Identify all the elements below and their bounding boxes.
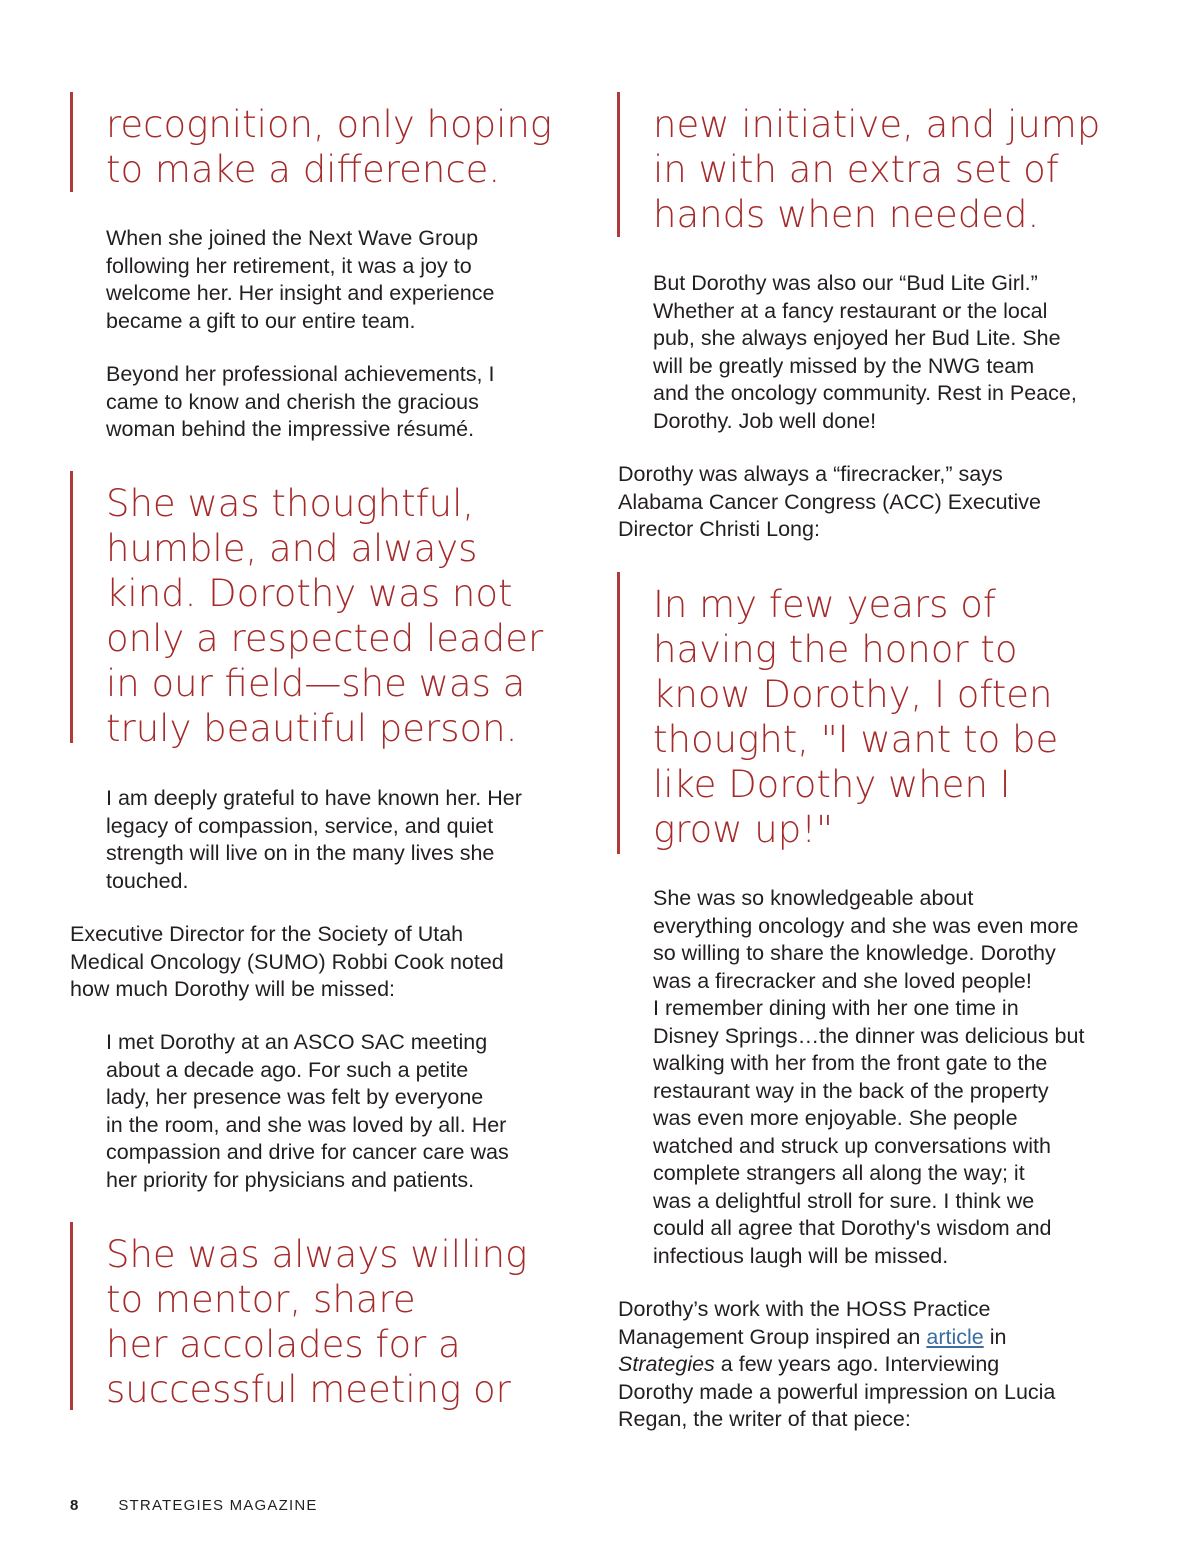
paragraph: Executive Director for the Society of Utah Medical Oncology (SUMO) Robbi Cook noted how much Dorothy will be missed:: [70, 922, 504, 1001]
quote-bar: [617, 92, 620, 237]
quote-bar: [617, 572, 620, 854]
paragraph: She was so knowledgeable about everything oncology and she was even more so willing to share the knowledge. Dorothy was a firecracker and she loved people! I remember dining with her one time in Disney Springs…the dinner was delicious but walking with her from the front gate to the restaurant way in the back of the property was even more enjoyable. She people watched and struck up conversations with complete strangers all along the way; it was a delightful stroll for sure. I think we could all agree that Dorothy's wisdom and infectious laugh will be missed.: [653, 886, 1085, 1268]
publication-name: STRATEGIES MAGAZINE: [118, 1497, 318, 1514]
pull-quote-right-2: [653, 582, 1058, 852]
quote-bar: [70, 1222, 73, 1410]
pull-quote-right-1: [653, 102, 1100, 237]
pull-quote-text: In my few years of having the honor to know Dorothy, I often thought, "I want to be like Dorothy when I grow up!": [653, 583, 1059, 851]
paragraph: [618, 1296, 1055, 1434]
article-link[interactable]: article: [926, 1324, 984, 1349]
paragraph: Dorothy was always a “firecracker,” says Alabama Cancer Congress (ACC) Executive Director Christi Long:: [618, 462, 1041, 541]
pull-quote-text: new initiative, and jump in with an extra set of hands when needed.: [653, 103, 1101, 236]
paragraph-text: a few years ago. Interviewing Dorothy made a powerful impression on Lucia Regan, the writer of that piece:: [618, 1352, 1056, 1431]
pull-quote-left-1: [106, 102, 552, 192]
paragraph: I met Dorothy at an ASCO SAC meeting about a decade ago. For such a petite lady, her presence was felt by everyone in the room, and she was loved by all. Her compassion and drive for cancer care was her priority for physicians and patients.: [106, 1030, 509, 1192]
paragraph: I am deeply grateful to have known her. Her legacy of compassion, service, and quiet strength will live on in the many lives she touched.: [106, 786, 522, 893]
paragraph: But Dorothy was also our “Bud Lite Girl.” Whether at a fancy restaurant or the local pub, she always enjoyed her Bud Lite. She will be greatly missed by the NWG team and the oncology community. Rest in Peace, Dorothy. Job well done!: [653, 271, 1077, 433]
pull-quote-left-2: [106, 481, 543, 751]
page-number: 8: [70, 1497, 79, 1514]
quote-bar: [70, 92, 73, 192]
paragraph-text: Dorothy’s work with the HOSS Practice Management Group inspired an: [618, 1297, 991, 1349]
magazine-name: Strategies: [618, 1352, 715, 1376]
pull-quote-text: recognition, only hoping to make a difference.: [106, 103, 553, 191]
paragraph: Beyond her professional achievements, I came to know and cherish the gracious woman behind the impressive résumé.: [106, 362, 495, 441]
pull-quote-text: She was thoughtful, humble, and always kind. Dorothy was not only a respected leader in our field—she was a truly beautiful person.: [106, 482, 544, 750]
pull-quote-left-3: [106, 1232, 527, 1412]
quote-bar: [70, 471, 73, 743]
page-footer: [70, 1497, 318, 1514]
paragraph: When she joined the Next Wave Group following her retirement, it was a joy to welcome her. Her insight and experience became a gift to our entire team.: [106, 226, 495, 333]
pull-quote-text: She was always willing to mentor, share her accolades for a successful meeting or: [106, 1233, 528, 1411]
paragraph-text: in: [989, 1324, 1007, 1349]
